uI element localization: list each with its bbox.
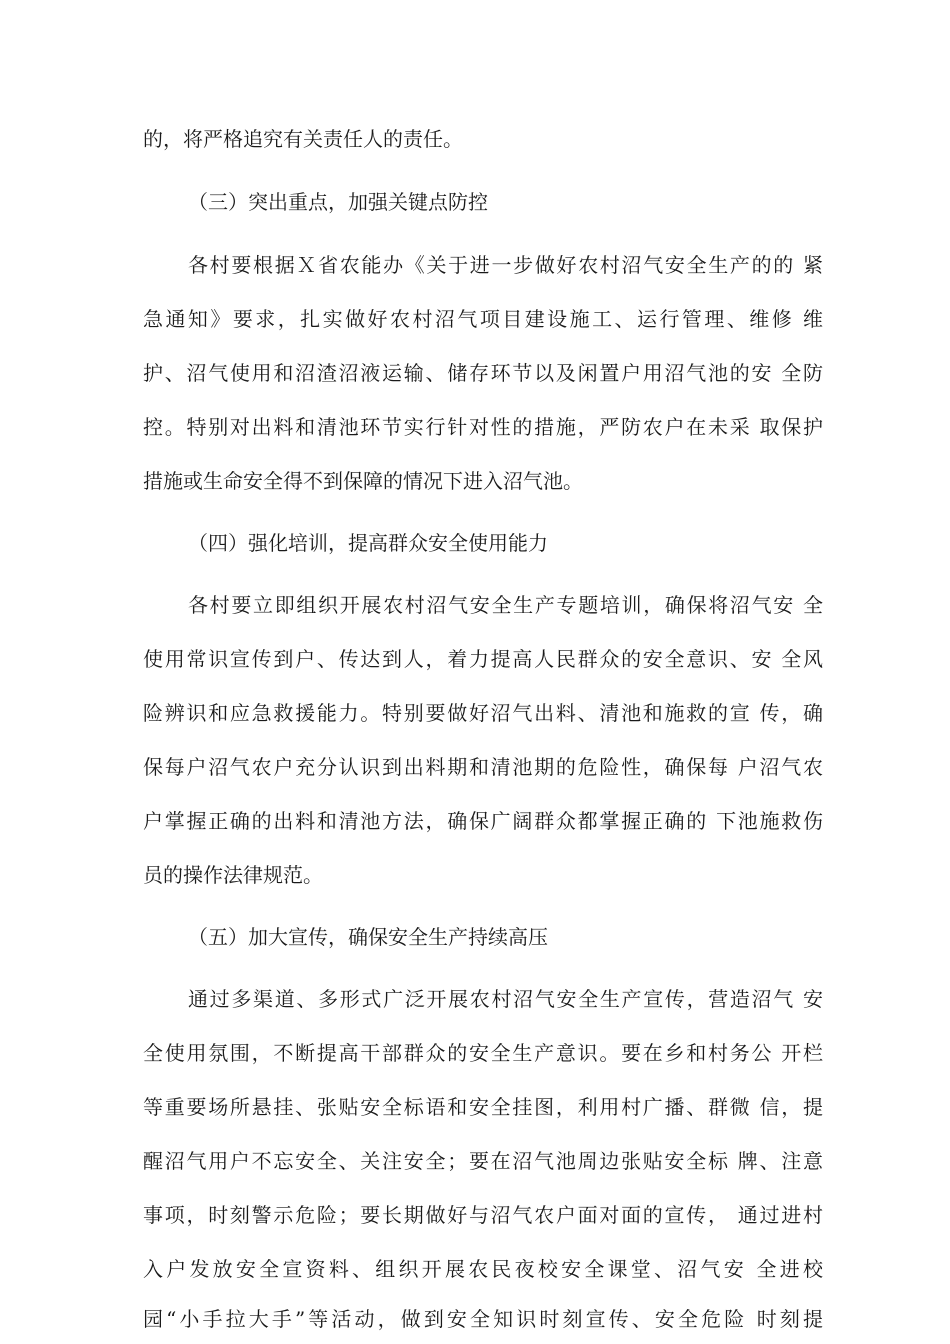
paragraph-line: 护、沼气使用和沼渣沼液运输、储存环节以及闲置户用沼气池的安 全防 xyxy=(143,361,823,385)
paragraph-line: 保每户沼气农户充分认识到出料期和清池期的危险性，确保每 户沼气农 xyxy=(143,755,823,779)
paragraph-line: 入户发放安全宣资料、组织开展农民夜校安全课堂、沼气安 全进校 xyxy=(143,1257,823,1281)
paragraph-line: 醒沼气用户不忘安全、关注安全；要在沼气池周边张贴安全标 牌、注意 xyxy=(143,1149,823,1173)
section-heading-5: （五）加大宣传，确保安全生产持续高压 xyxy=(188,925,548,949)
paragraph-line: 措施或生命安全得不到保障的情况下进入沼气池。 xyxy=(143,469,583,493)
paragraph-line: 等重要场所悬挂、张贴安全标语和安全挂图，利用村广播、群微 信，提 xyxy=(143,1095,823,1119)
paragraph-line: 全使用氛围，不断提高干部群众的安全生产意识。要在乡和村务公 开栏 xyxy=(143,1041,823,1065)
paragraph-line: 各村要立即组织开展农村沼气安全生产专题培训，确保将沼气安 全 xyxy=(188,593,823,617)
paragraph-line: 员的操作法律规范。 xyxy=(143,863,323,887)
paragraph-line: 使用常识宣传到户、传达到人，着力提高人民群众的安全意识、安 全风 xyxy=(143,647,823,671)
paragraph-line: 各村要根据Ｘ省农能办《关于进一步做好农村沼气安全生产的的 紧 xyxy=(188,253,823,277)
paragraph-continuation-line: 的，将严格追究有关责任人的责任。 xyxy=(143,127,463,151)
paragraph-line: 事项，时刻警示危险；要长期做好与沼气农户面对面的宣传， 通过进村 xyxy=(143,1203,823,1227)
paragraph-line: 园“小手拉大手”等活动，做到安全知识时刻宣传、安全危险 时刻提 xyxy=(143,1307,823,1331)
paragraph-line: 急通知》要求，扎实做好农村沼气项目建设施工、运行管理、维修 维 xyxy=(143,307,823,331)
paragraph-line: 控。特别对出料和清池环节实行针对性的措施，严防农户在未采 取保护 xyxy=(143,415,823,439)
paragraph-line: 通过多渠道、多形式广泛开展农村沼气安全生产宣传，营造沼气 安 xyxy=(188,987,823,1011)
section-heading-3: （三）突出重点，加强关键点防控 xyxy=(188,190,488,214)
section-heading-4: （四）强化培训，提高群众安全使用能力 xyxy=(188,531,548,555)
paragraph-line: 户掌握正确的出料和清池方法，确保广阔群众都掌握正确的 下池施救伤 xyxy=(143,809,823,833)
paragraph-line: 险辨识和应急救援能力。特别要做好沼气出料、清池和施救的宣 传，确 xyxy=(143,701,823,725)
